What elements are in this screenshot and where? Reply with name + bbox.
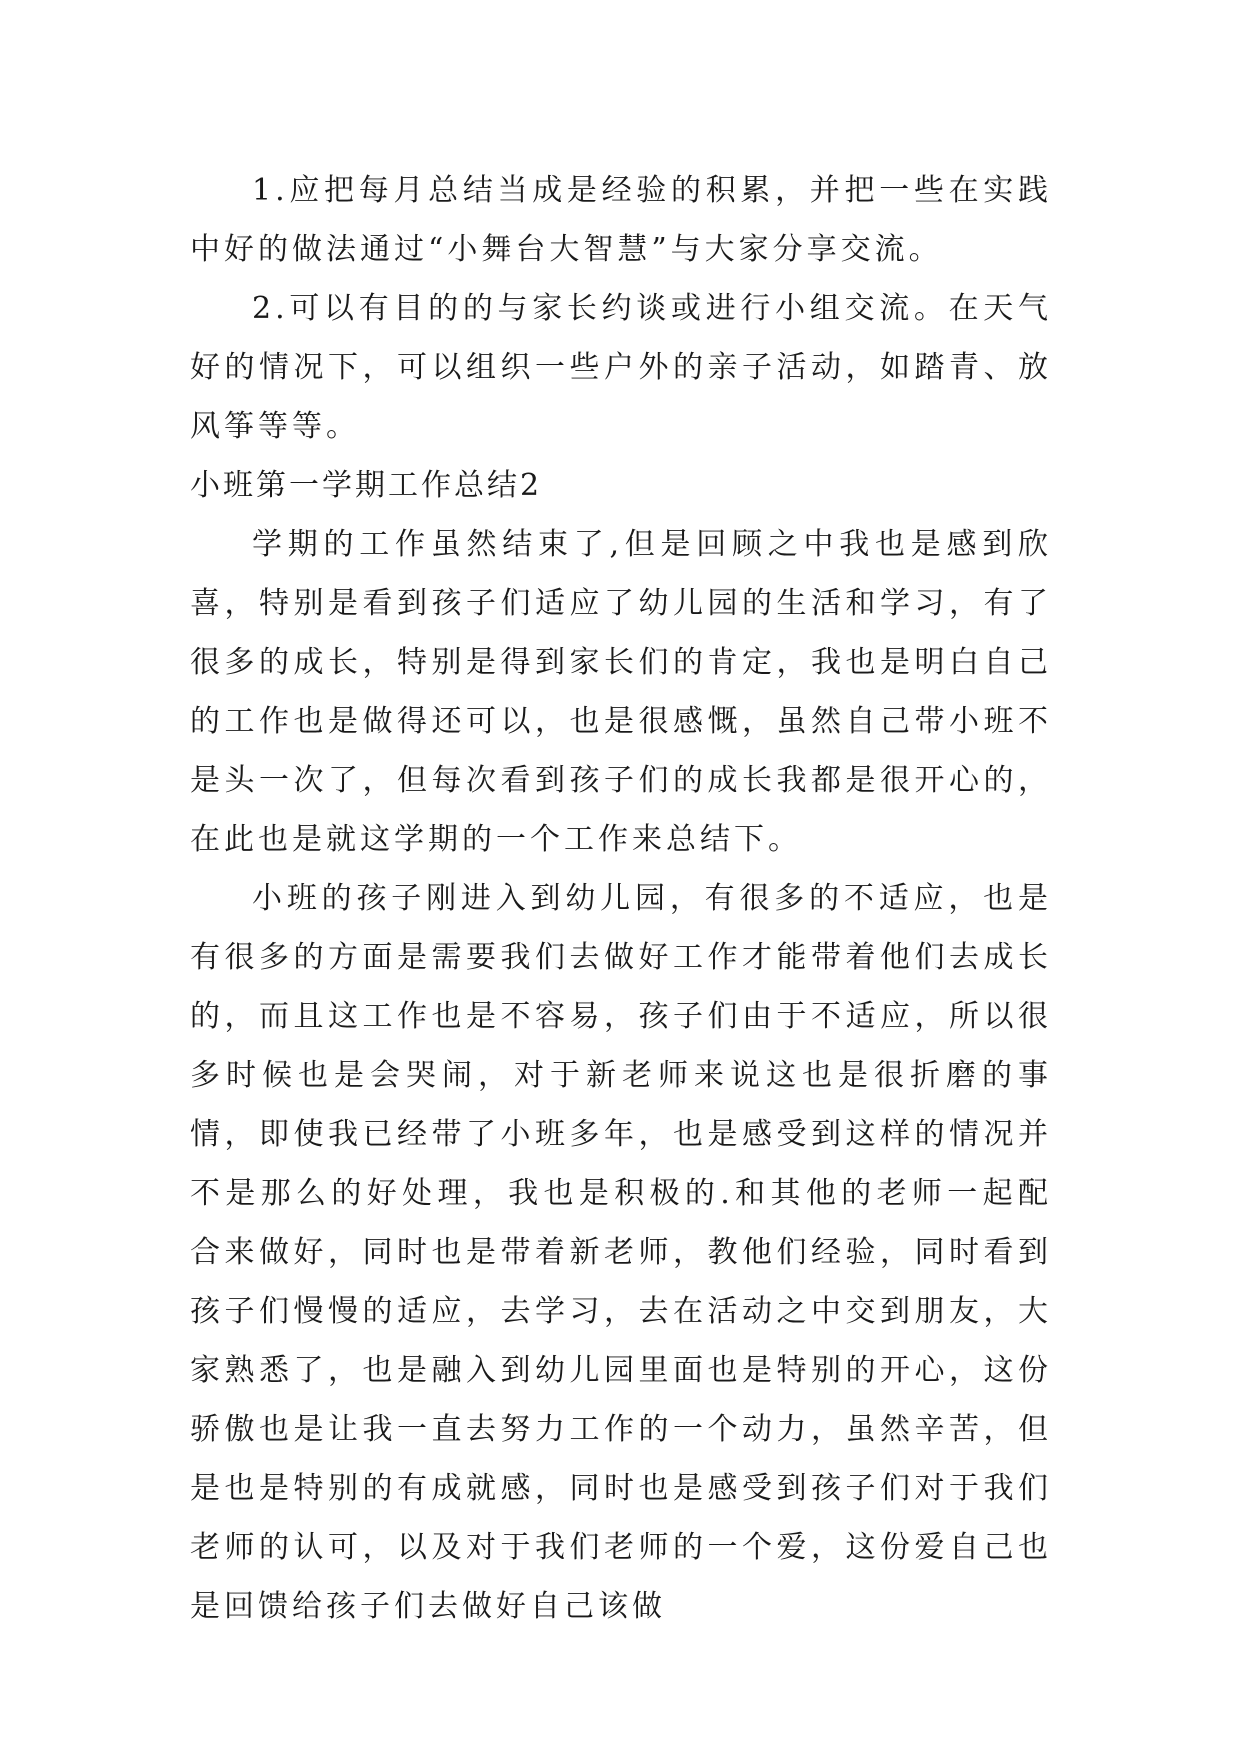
paragraph-3: 学期的工作虽然结束了,但是回顾之中我也是感到欣喜，特别是看到孩子们适应了幼儿园的生活和学习，有了很多的成长，特别是得到家长们的肯定，我也是明白自己的工作也是做得还可以，也是很感慨，虽然自己带小班不是头一次了，但每次看到孩子们的成长我都是很开心的，在此也是就这学期的一个工作来总结下。: [190, 527, 1052, 857]
paragraph-1: 1.应把每月总结当成是经验的积累，并把一些在实践中好的做法通过“小舞台大智慧”与大家分享交流。: [190, 173, 1052, 267]
section-heading: 小班第一学期工作总结2: [190, 468, 543, 503]
paragraph-4: 小班的孩子刚进入到幼儿园，有很多的不适应，也是有很多的方面是需要我们去做好工作才能带着他们去成长的，而且这工作也是不容易，孩子们由于不适应，所以很多时候也是会哭闹，对于新老师来说这也是很折磨的事情，即使我已经带了小班多年，也是感受到这样的情况并不是那么的好处理，我也是积极的.和其他的老师一起配合来做好，同时也是带着新老师，教他们经验，同时看到孩子们慢慢的适应，去学习，去在活动之中交到朋友，大家熟悉了，也是融入到幼儿园里面也是特别的开心，这份骄傲也是让我一直去努力工作的一个动力，虽然辛苦，但是也是特别的有成就感，同时也是感受到孩子们对于我们老师的认可，以及对于我们老师的一个爱，这份爱自己也是回馈给孩子们去做好自己该做: [190, 881, 1052, 1624]
paragraph-2: 2.可以有目的的与家长约谈或进行小组交流。在天气好的情况下，可以组织一些户外的亲子活动，如踏青、放风筝等等。: [190, 291, 1052, 444]
document-body: [190, 161, 1052, 1636]
